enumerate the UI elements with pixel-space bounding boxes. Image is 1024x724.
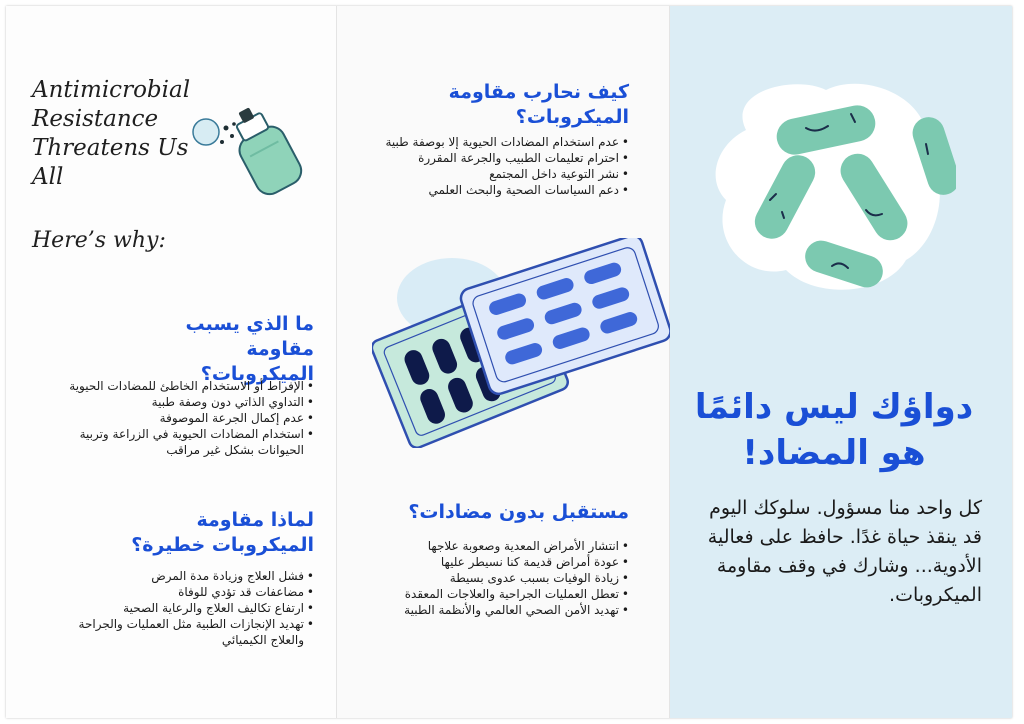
list-item: • تهديد الإنجازات الطبية مثل العمليات والجراحة والعلاج الكيميائي	[44, 616, 314, 648]
list-item: • نشر التوعية داخل المجتمع	[359, 166, 629, 182]
list-item: • احترام تعليمات الطبيب والجرعة المقررة	[359, 150, 629, 166]
list-item: • فشل العلاج وزيادة مدة المرض	[44, 568, 314, 584]
list-item: • زيادة الوفيات بسبب عدوى بسيطة	[339, 570, 629, 586]
list-item: • عودة أمراض قديمة كنا نسيطر عليها	[339, 554, 629, 570]
list-item: • مضاعفات قد تؤدي للوفاة	[44, 584, 314, 600]
fight-heading: كيف نحارب مقاومة الميكروبات؟	[448, 81, 629, 128]
spray-bottle-illustration	[192, 102, 322, 198]
future-list	[339, 538, 629, 618]
pill-blister-illustration	[372, 238, 672, 448]
list-item: • التداوي الذاتي دون وصفة طبية	[64, 394, 314, 410]
list-item: • استخدام المضادات الحيوية في الزراعة وتربية الحيوانات بشكل غير مراقب	[64, 426, 314, 458]
list-item: • تهديد الأمن الصحي العالمي والأنظمة الطبية	[339, 602, 629, 618]
brochure-sheet	[6, 6, 1012, 718]
dangers-list	[44, 568, 314, 648]
english-subtitle: Here’s why:	[32, 228, 166, 253]
list-item: • ارتفاع تكاليف العلاج والرعاية الصحية	[44, 600, 314, 616]
main-slogan: دواؤك ليس دائمًا هو المضاد!	[694, 387, 974, 473]
list-item: • دعم السياسات الصحية والبحث العلمي	[359, 182, 629, 198]
list-item: • عدم إكمال الجرعة الموصوفة	[64, 410, 314, 426]
list-item: • الإفراط أو الاستخدام الخاطئ للمضادات الحيوية	[64, 378, 314, 394]
future-heading: مستقبل بدون مضادات؟	[408, 501, 629, 523]
causes-list	[64, 378, 314, 458]
fight-list	[359, 134, 629, 198]
responsibility-message: كل واحد منا مسؤول. سلوكك اليوم قد ينقذ حياة غدًا. حافظ على فعالية الأدوية... وشارك في وقف مقاومة الميكروبات.	[707, 497, 982, 606]
causes-heading: ما الذي يسبب مقاومة الميكروبات؟	[185, 313, 314, 385]
list-item: • تعطل العمليات الجراحية والعلاجات المعقدة	[339, 586, 629, 602]
dangers-heading: لماذا مقاومة الميكروبات خطيرة؟	[131, 509, 314, 556]
english-title: Antimicrobial Resistance Threatens Us All	[32, 77, 191, 190]
list-item: • انتشار الأمراض المعدية وصعوبة علاجها	[339, 538, 629, 554]
list-item: • عدم استخدام المضادات الحيوية إلا بوصفة طبية	[359, 134, 629, 150]
bacteria-illustration	[706, 70, 956, 300]
left-panel	[6, 6, 336, 718]
